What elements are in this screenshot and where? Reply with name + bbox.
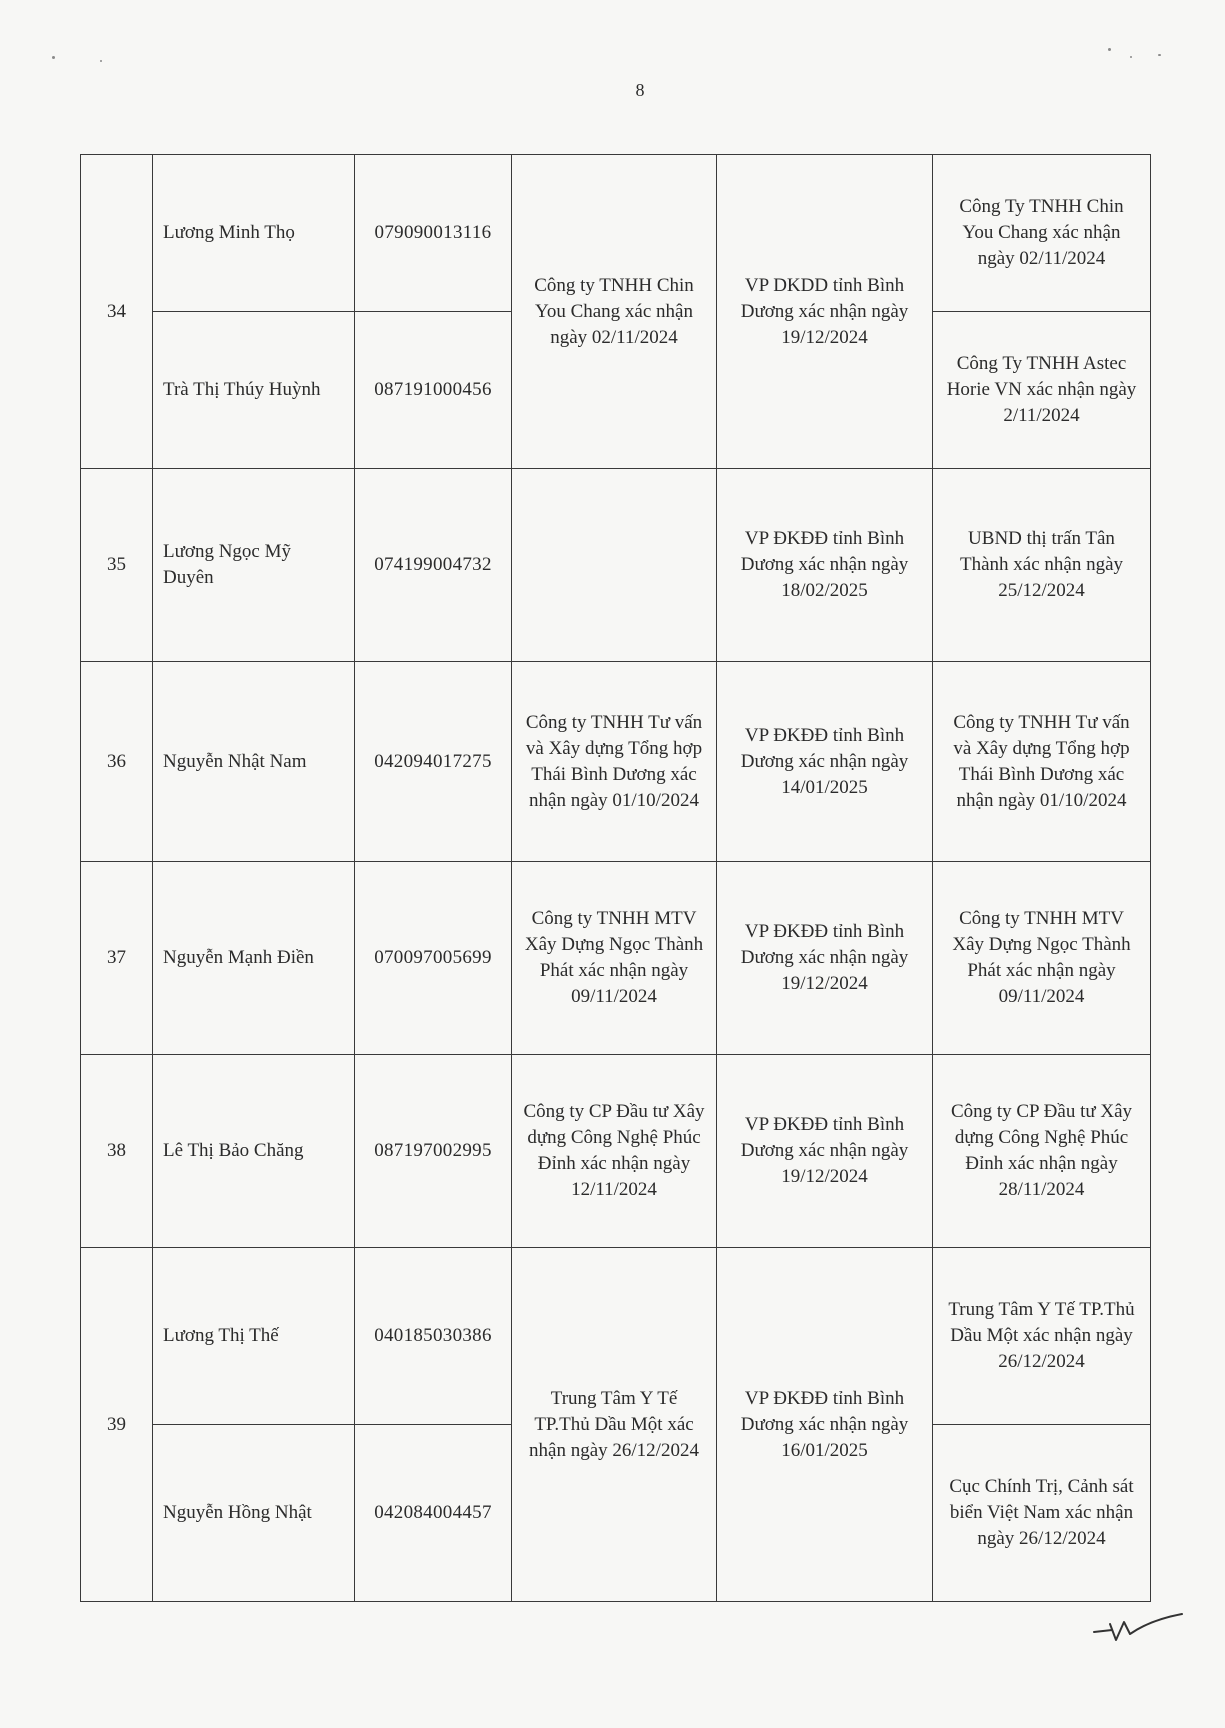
table-row	[81, 1248, 1151, 1425]
page-number: 8	[635, 80, 645, 100]
handwritten-initials-signature	[1090, 1612, 1190, 1644]
table-row	[81, 862, 1151, 1055]
id-number: 042084004457	[355, 1425, 512, 1602]
scan-speck	[52, 56, 55, 59]
company-confirmation	[512, 469, 717, 662]
land-office-confirmation: VP ĐKĐĐ tỉnh Bình Dương xác nhận ngày 18/02/2025	[717, 469, 933, 662]
person-name: Lương Ngọc Mỹ Duyên	[153, 469, 355, 662]
id-number: 087197002995	[355, 1055, 512, 1248]
land-office-confirmation: VP DKDD tỉnh Bình Dương xác nhận ngày 19/12/2024	[717, 155, 933, 469]
person-name: Lương Minh Thọ	[153, 155, 355, 312]
row-number: 39	[81, 1248, 153, 1602]
land-office-confirmation: VP ĐKĐĐ tỉnh Bình Dương xác nhận ngày 14/01/2025	[717, 662, 933, 862]
company-confirmation: Công ty TNHH MTV Xây Dựng Ngọc Thành Phát xác nhận ngày 09/11/2024	[512, 862, 717, 1055]
employer-confirmation: UBND thị trấn Tân Thành xác nhận ngày 25/12/2024	[933, 469, 1151, 662]
record-table-body	[81, 155, 1151, 1602]
record-table	[80, 154, 1151, 1602]
employer-confirmation: Công ty CP Đầu tư Xây dựng Công Nghệ Phúc Đỉnh xác nhận ngày 28/11/2024	[933, 1055, 1151, 1248]
employer-confirmation: Công ty TNHH Tư vấn và Xây dựng Tổng hợp Thái Bình Dương xác nhận ngày 01/10/2024	[933, 662, 1151, 862]
land-office-confirmation: VP ĐKĐĐ tỉnh Bình Dương xác nhận ngày 19/12/2024	[717, 1055, 933, 1248]
employer-confirmation: Công ty TNHH MTV Xây Dựng Ngọc Thành Phát xác nhận ngày 09/11/2024	[933, 862, 1151, 1055]
employer-confirmation: Trung Tâm Y Tế TP.Thủ Dầu Một xác nhận ngày 26/12/2024	[933, 1248, 1151, 1425]
person-name: Lương Thị Thế	[153, 1248, 355, 1425]
id-number: 040185030386	[355, 1248, 512, 1425]
id-number: 070097005699	[355, 862, 512, 1055]
row-number: 34	[81, 155, 153, 469]
scan-speck	[1158, 54, 1161, 56]
row-number: 37	[81, 862, 153, 1055]
employer-confirmation: Công Ty TNHH Chin You Chang xác nhận ngày 02/11/2024	[933, 155, 1151, 312]
id-number: 087191000456	[355, 312, 512, 469]
table-row	[81, 662, 1151, 862]
person-name: Nguyễn Mạnh Điền	[153, 862, 355, 1055]
employer-confirmation: Công Ty TNHH Astec Horie VN xác nhận ngày 2/11/2024	[933, 312, 1151, 469]
company-confirmation: Trung Tâm Y Tế TP.Thủ Dầu Một xác nhận ngày 26/12/2024	[512, 1248, 717, 1602]
scan-speck	[100, 60, 102, 62]
person-name: Nguyễn Nhật Nam	[153, 662, 355, 862]
row-number: 35	[81, 469, 153, 662]
company-confirmation: Công ty TNHH Tư vấn và Xây dựng Tổng hợp Thái Bình Dương xác nhận ngày 01/10/2024	[512, 662, 717, 862]
id-number: 074199004732	[355, 469, 512, 662]
land-office-confirmation: VP ĐKĐĐ tỉnh Bình Dương xác nhận ngày 19/12/2024	[717, 862, 933, 1055]
company-confirmation: Công ty CP Đầu tư Xây dựng Công Nghệ Phúc Đỉnh xác nhận ngày 12/11/2024	[512, 1055, 717, 1248]
table-row	[81, 469, 1151, 662]
scan-speck	[1130, 56, 1132, 58]
land-office-confirmation: VP ĐKĐĐ tỉnh Bình Dương xác nhận ngày 16/01/2025	[717, 1248, 933, 1602]
table-row	[81, 155, 1151, 312]
row-number: 36	[81, 662, 153, 862]
id-number: 079090013116	[355, 155, 512, 312]
company-confirmation: Công ty TNHH Chin You Chang xác nhận ngày 02/11/2024	[512, 155, 717, 469]
person-name: Trà Thị Thúy Huỳnh	[153, 312, 355, 469]
row-number: 38	[81, 1055, 153, 1248]
employer-confirmation: Cục Chính Trị, Cảnh sát biển Việt Nam xác nhận ngày 26/12/2024	[933, 1425, 1151, 1602]
table-row	[81, 1055, 1151, 1248]
id-number: 042094017275	[355, 662, 512, 862]
person-name: Nguyễn Hồng Nhật	[153, 1425, 355, 1602]
person-name: Lê Thị Bảo Chăng	[153, 1055, 355, 1248]
scan-speck	[1108, 48, 1111, 51]
